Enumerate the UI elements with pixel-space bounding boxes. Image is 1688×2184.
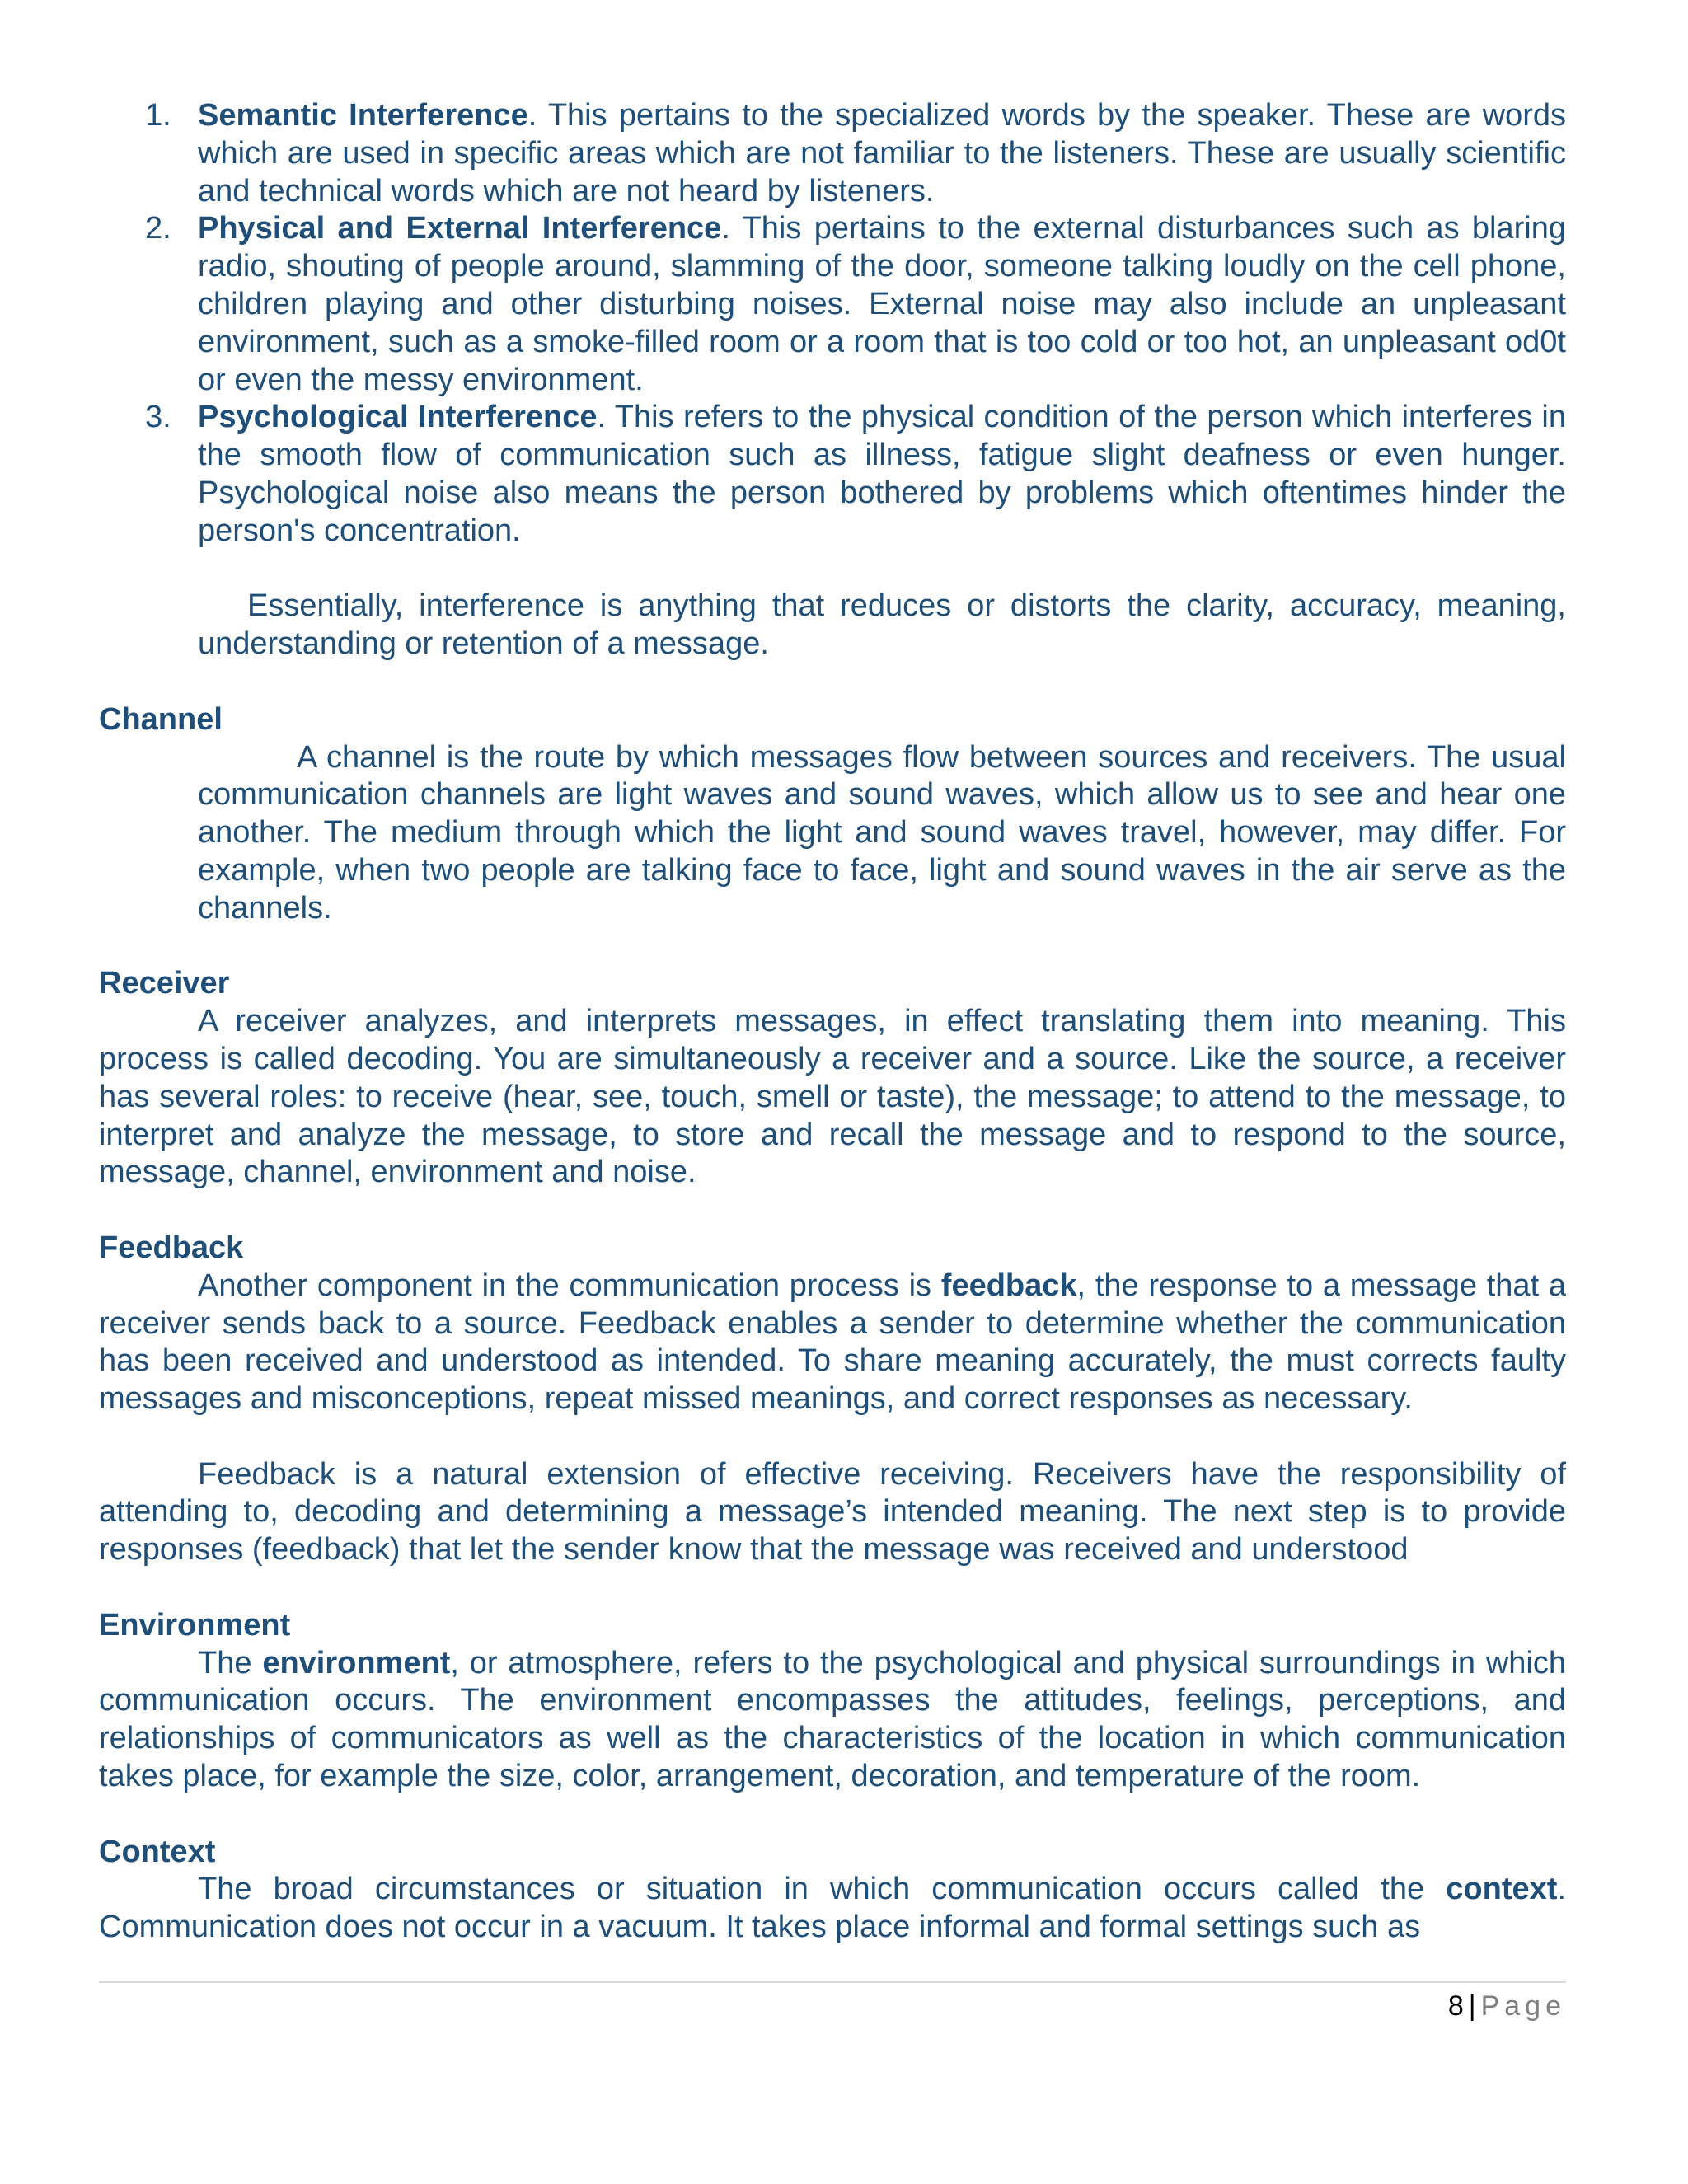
- channel-block: [99, 739, 1566, 928]
- page-label: Page: [1480, 1990, 1566, 2022]
- section-heading-receiver: Receiver: [99, 966, 230, 1001]
- feedback-text: , the response to a message that a receiver sends back to a source. Feedback enables a sender to determine whether the communication has been received and understood as intended. To share meaning accurately, the must corrects faulty messages and misconceptions, repeat missed meanings, and correct responses as necessary.: [99, 1268, 1567, 1417]
- environment-term: environment: [262, 1645, 451, 1680]
- environment-text: The: [198, 1645, 263, 1680]
- spacer: [99, 1796, 1566, 1834]
- context-term: context: [1446, 1872, 1558, 1907]
- spacer: [99, 663, 1566, 701]
- list-item: [99, 399, 1566, 550]
- section-heading-channel: Channel: [99, 701, 223, 737]
- feedback-paragraph-1: [99, 1268, 1566, 1418]
- list-number: 3.: [145, 400, 171, 435]
- context-paragraph: [99, 1871, 1566, 1947]
- context-text: . Communication does not occur in a vacuum. It takes place informal and formal settings such as: [99, 1872, 1566, 1945]
- list-text: . This pertains to the specialized words by the speaker. These are words which are used in specific areas which are not familiar to the listeners. These are usually scientific and technical words which are not heard by listeners.: [198, 98, 1566, 209]
- list-term: Psychological Interference: [198, 400, 598, 435]
- interference-list: [99, 97, 1566, 551]
- list-item: [99, 210, 1566, 399]
- list-number: 1.: [145, 98, 171, 133]
- context-text: The broad circumstances or situation in which communication occurs called the: [198, 1872, 1447, 1907]
- section-heading-feedback: Feedback: [99, 1230, 244, 1265]
- list-text: . This refers to the physical condition of the person which interferes in the smooth flow of communication such as illness, fatigue slight deafness or even hunger. Psychological noise also means the person bothered by problems which oftentimes hinder the person's concentration.: [198, 400, 1566, 548]
- environment-text: , or atmosphere, refers to the psychological and physical surroundings in which communication occurs. The environment encompasses the attitudes, feelings, perceptions, and relationships of communicators as well as the characteristics of the location in which communication takes place, for example the size, color, arrangement, decoration, and temperature of the room.: [99, 1645, 1567, 1794]
- spacer: [99, 1192, 1566, 1230]
- page-footer: [1448, 1988, 1566, 2024]
- list-text: . This pertains to the external disturbances such as blaring radio, shouting of people around, slamming of the door, someone talking loudly on the cell phone, children playing and other disturbing noises. External noise may also include an unpleasant environment, such as a smoke-filled room or a room that is too cold or too hot, an unpleasant od0t or even the messy environment.: [198, 211, 1566, 397]
- section-heading-environment: Environment: [99, 1607, 291, 1643]
- channel-paragraph: A channel is the route by which messages flow between sources and receivers. The usual communication channels are light waves and sound waves, which allow us to see and hear one another. The medium through which the light and sound waves travel, however, may differ. For example, when two people are talking face to face, light and sound waves in the air serve as the channels.: [198, 739, 1566, 926]
- feedback-text: Another component in the communication process is: [198, 1268, 941, 1303]
- section-heading-context: Context: [99, 1834, 216, 1869]
- feedback-paragraph-2: Feedback is a natural extension of effective receiving. Receivers have the responsibility of attending to, decoding and determining a message’s intended meaning. The next step is to provide responses (feedback) that let the sender know that the message was received and understood: [99, 1456, 1566, 1568]
- interference-summary-block: [99, 588, 1566, 663]
- interference-summary: Essentially, interference is anything that reduces or distorts the clarity, accuracy, meaning, understanding or retention of a message.: [198, 588, 1566, 662]
- footer-separator: |: [1468, 1990, 1476, 2022]
- spacer: [99, 551, 1566, 588]
- footer-rule: [99, 1981, 1566, 1983]
- environment-paragraph: [99, 1645, 1566, 1796]
- list-number: 2.: [145, 211, 171, 246]
- list-term: Physical and External Interference: [198, 211, 722, 246]
- list-item: [99, 97, 1566, 210]
- document-page: [99, 97, 1566, 1947]
- spacer: [99, 1418, 1566, 1456]
- receiver-paragraph: A receiver analyzes, and interprets messages, in effect translating them into meaning. This process is called decoding. You are simultaneously a receiver and a source. Like the source, a receiver has several roles: to receive (hear, see, touch, smell or taste), the message; to attend to the message, to interpret and analyze the message, to store and recall the message and to respond to the source, message, channel, environment and noise.: [99, 1004, 1566, 1190]
- page-number: 8: [1447, 1990, 1464, 2022]
- spacer: [99, 928, 1566, 966]
- spacer: [99, 1569, 1566, 1607]
- list-term: Semantic Interference: [198, 98, 528, 133]
- feedback-term: feedback: [940, 1268, 1077, 1303]
